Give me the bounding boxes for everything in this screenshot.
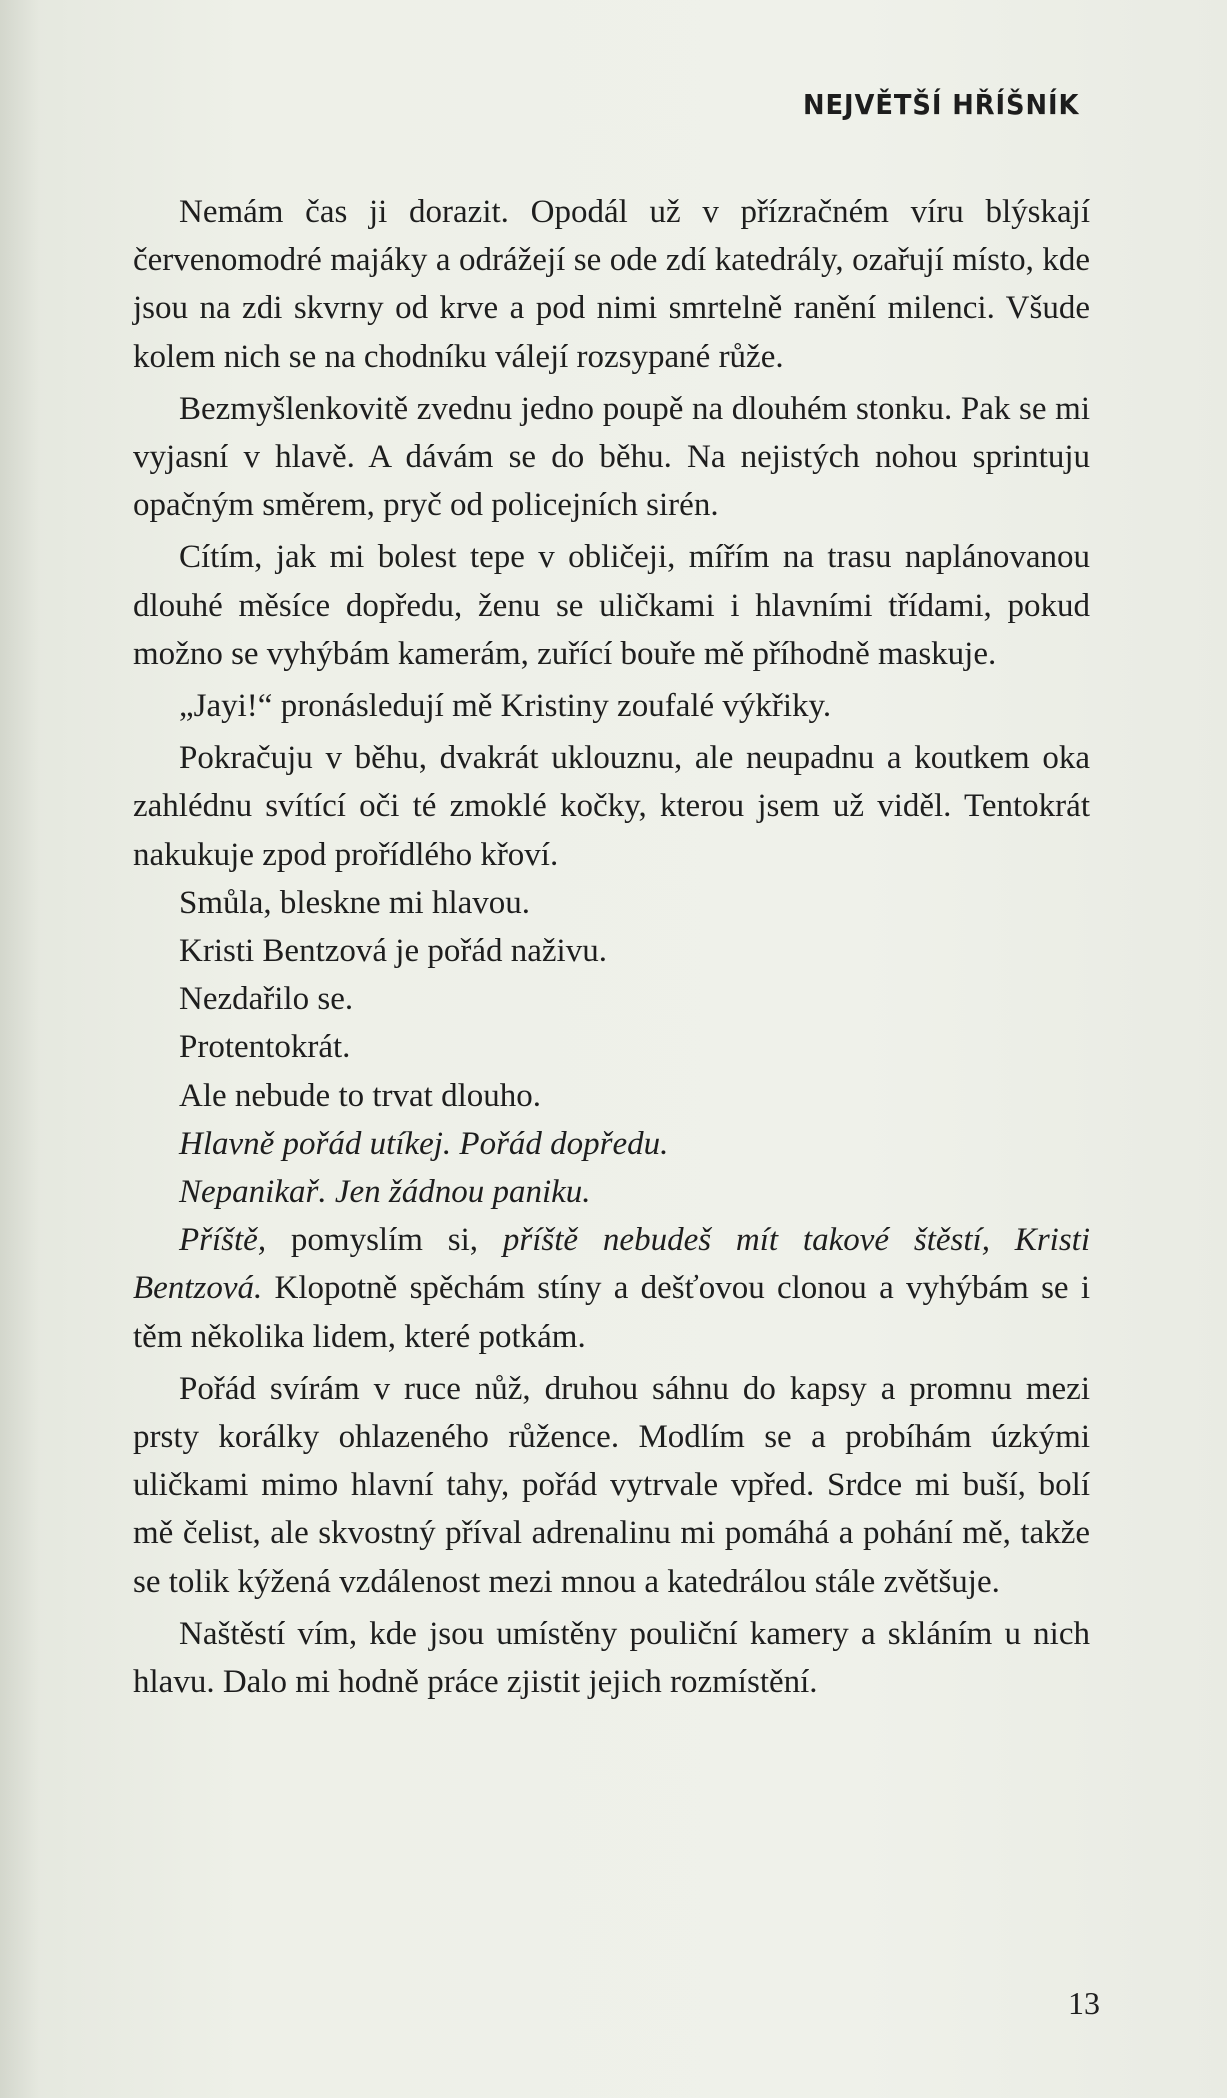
paragraph: „Jayi!“ pronásledují mě Kristiny zoufalé výkřiky. <box>179 688 832 725</box>
running-head-title: NEJVĚTŠÍ HŘÍŠNÍK <box>802 88 1079 121</box>
italic-text: Příště, <box>179 1222 267 1259</box>
italic-text: Nepanikař. Jen žádnou paniku. <box>179 1174 591 1211</box>
paragraph: Ale nebude to trvat dlouho. <box>179 1077 542 1114</box>
page-number: 13 <box>1068 1985 1100 2021</box>
paragraph: Bezmyšlenkovitě zvednu jedno poupě na dlouhém stonku. Pak se mi vyjasní v hlavě. A dávám se do běhu. Na nejistých nohou sprintuju opačným směrem, pryč od policejních sirén. <box>133 390 1090 524</box>
paragraph: Naštěstí vím, kde jsou umístěny pouliční kamery a skláním u nich hlavu. Dalo mi hodně práce zjistit jejich rozmístění. <box>133 1615 1090 1701</box>
paragraph: Pořád svírám v ruce nůž, druhou sáhnu do kapsy a promnu mezi prsty korálky ohlazeného růžence. Modlím se a probíhám úzkými uličkami mimo hlavní tahy, pořád vytrvale vpřed. Srdce mi buší, bolí mě čelist, ale skvostný příval adrenalinu mi pomáhá a pohání mě, takže se tolik kýžená vzdálenost mezi mnou a katedrálou stále zvětšuje. <box>133 1370 1090 1600</box>
paragraph <box>133 1216 1090 1361</box>
italic-text: Hlavně pořád utíkej. Pořád dopředu. <box>179 1125 669 1162</box>
plain-text: pomyslím si, <box>266 1222 503 1259</box>
plain-text: Klopotně spěchám stíny a dešťovou clonou a vyhýbám se i těm několika lidem, které potkám. <box>133 1270 1090 1355</box>
italic-text: příště nebudeš mít takové štěstí, Kristi Bentzová. <box>133 1222 1091 1307</box>
paragraph-italic <box>133 1168 1090 1216</box>
paragraph: Nemám čas ji dorazit. Opodál už v přízračném víru blýskají červenomodré majáky a odrážejí se ode zdí katedrály, ozařují místo, kde jsou na zdi skvrny od krve a pod nimi smrtelně ranění milenci. Všude kolem nich se na chodníku válejí rozsypané růže. <box>133 194 1090 375</box>
paragraph-italic <box>133 1120 1090 1168</box>
paragraph: Cítím, jak mi bolest tepe v obličeji, mířím na trasu naplánovanou dlouhé měsíce dopředu, ženu se uličkami i hlavními třídami, pokud možno se vyhýbám kamerám, zuřící bouře mě příhodně maskuje. <box>133 539 1090 672</box>
paragraph: Pokračuju v běhu, dvakrát uklouznu, ale neupadnu a koutkem oka zahlédnu svítící oči té zmoklé kočky, kterou jsem už viděl. Tentokrát nakukuje zpod prořídlého křoví. <box>133 740 1090 873</box>
paragraph: Nezdařilo se. <box>179 981 354 1018</box>
paragraph: Kristi Bentzová je pořád naživu. <box>179 933 607 970</box>
body-text <box>133 188 1090 1706</box>
paragraph: Smůla, bleskne mi hlavou. <box>179 884 531 921</box>
page-gutter-shadow <box>0 0 40 2098</box>
paragraph: Protentokrát. <box>179 1029 351 1066</box>
